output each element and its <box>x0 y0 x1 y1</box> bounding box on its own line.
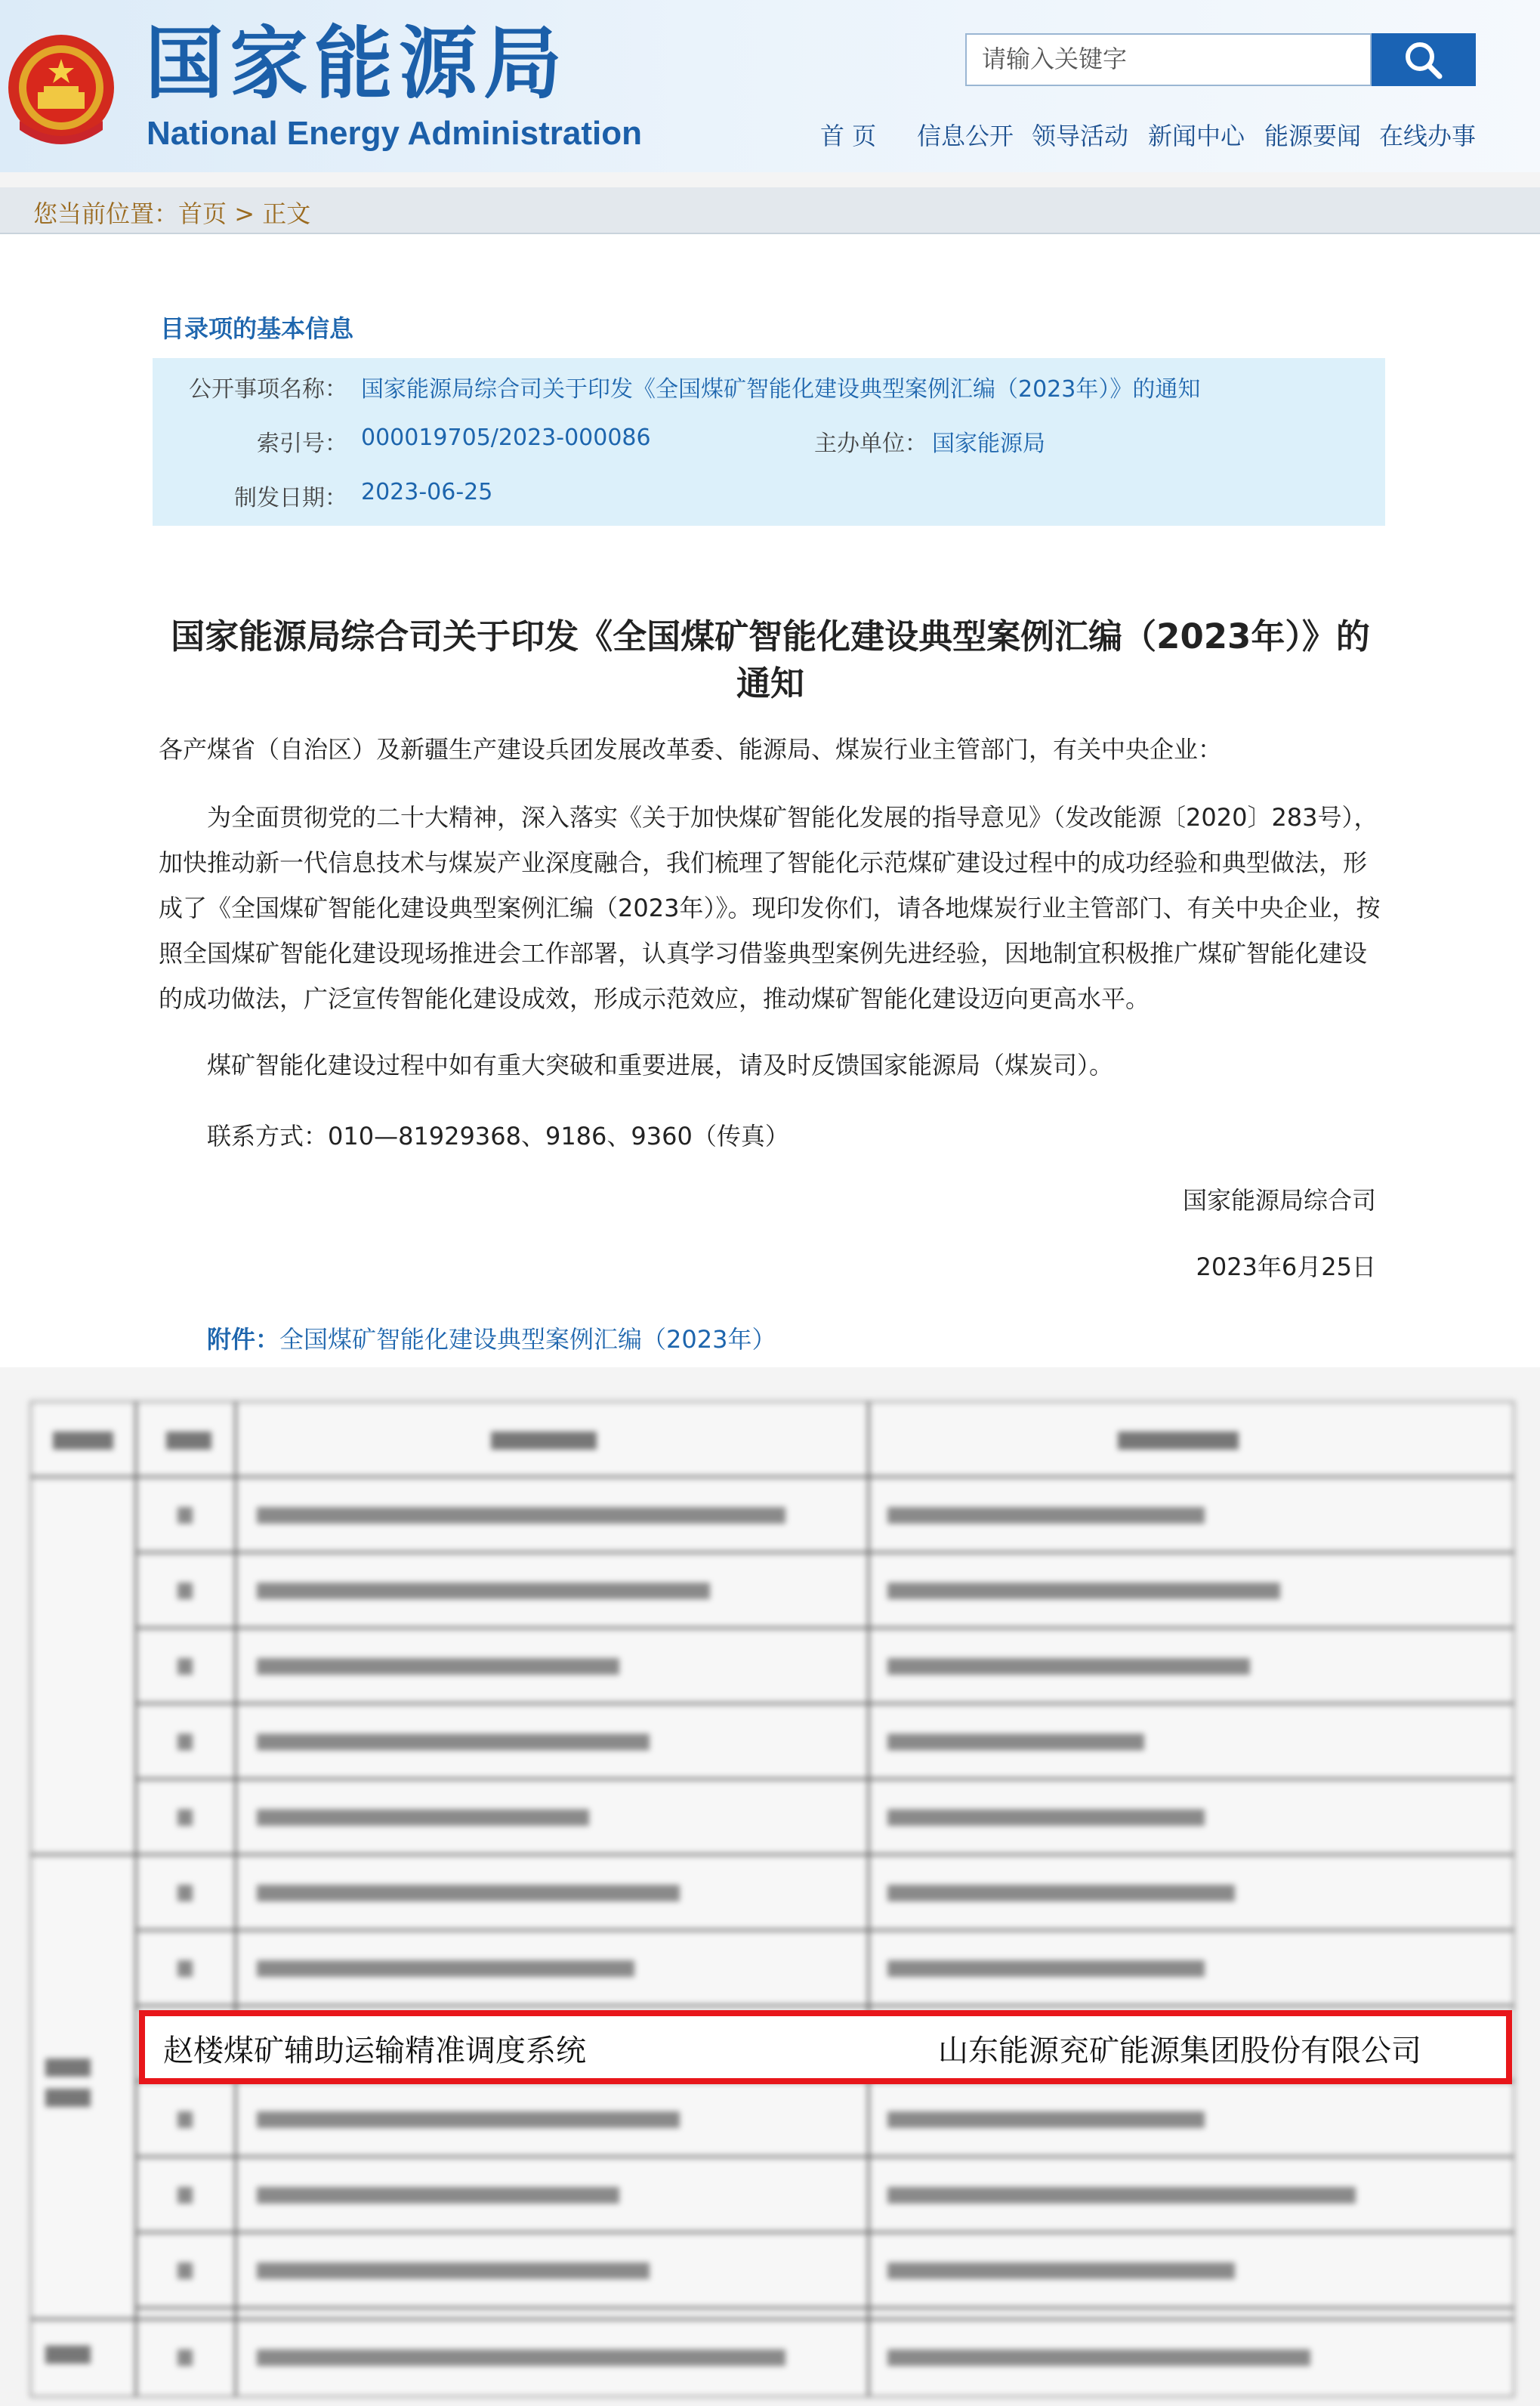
nav-energy-news[interactable]: 能源要闻 <box>1264 122 1362 150</box>
label-date: 制发日期： <box>234 485 347 511</box>
nav-leadership[interactable]: 领导活动 <box>1032 122 1129 150</box>
breadcrumb-home[interactable]: 首页 <box>178 199 227 228</box>
value-item-name: 国家能源局综合司关于印发《全国煤矿智能化建设典型案例汇编（2023年）》的通知 <box>361 376 1201 403</box>
label-index: 索引号： <box>257 431 347 457</box>
signature-org: 国家能源局综合司 <box>1182 1186 1376 1215</box>
highlighted-case-row <box>139 2010 1512 2084</box>
nav-info-disclosure[interactable]: 信息公开 <box>917 122 1014 150</box>
breadcrumb-separator-icon: > <box>234 199 255 228</box>
highlighted-case-name: 赵楼煤矿辅助运输精准调度系统 <box>163 2034 586 2068</box>
breadcrumb-bar <box>0 187 1540 234</box>
logo-chinese[interactable]: 国家能源局 <box>145 17 569 110</box>
signature-date: 2023年6月25日 <box>1196 1252 1376 1281</box>
attachment-label: 附件： <box>207 1325 280 1354</box>
nav-online-services[interactable]: 在线办事 <box>1379 122 1477 150</box>
label-item-name: 公开事项名称： <box>189 376 347 403</box>
breadcrumb-current: 正文 <box>262 199 311 228</box>
value-org: 国家能源局 <box>932 431 1045 457</box>
addressee: 各产煤省（自治区）及新疆生产建设兵团发展改革委、能源局、煤炭行业主管部门，有关中央企业： <box>159 735 1223 764</box>
national-emblem-icon <box>5 30 118 150</box>
paragraph-2: 煤矿智能化建设过程中如有重大突破和重要进展，请及时反馈国家能源局（煤炭司）。 <box>207 1051 1114 1079</box>
nav-news-center[interactable]: 新闻中心 <box>1148 122 1245 150</box>
value-date: 2023-06-25 <box>361 479 493 505</box>
highlighted-unit: 山东能源兖矿能源集团股份有限公司 <box>938 2034 1421 2068</box>
attachment <box>207 1320 776 1355</box>
nav-home[interactable]: 首 页 <box>820 122 877 150</box>
contact-info: 联系方式：010—81929368、9186、9360（传真） <box>207 1122 789 1150</box>
search-button[interactable] <box>1372 33 1476 86</box>
info-section-title: 目录项的基本信息 <box>160 314 354 343</box>
label-org: 主办单位： <box>814 431 927 457</box>
document-title: 国家能源局综合司关于印发《全国煤矿智能化建设典型案例汇编（2023年）》的通知 <box>171 616 1370 703</box>
info-box <box>153 358 1385 526</box>
breadcrumb-prefix: 您当前位置： <box>33 199 179 228</box>
site-header <box>0 0 1540 172</box>
blurred-case-table <box>30 1401 1514 2397</box>
search-box <box>965 33 1372 86</box>
search-icon <box>1372 33 1476 86</box>
value-index: 000019705/2023-000086 <box>361 425 651 451</box>
breadcrumb <box>33 195 310 230</box>
attachment-link[interactable]: 全国煤矿智能化建设典型案例汇编（2023年） <box>279 1325 776 1354</box>
search-input[interactable] <box>980 35 1361 83</box>
paragraph-1: 为全面贯彻党的二十大精神，深入落实《关于加快煤矿智能化发展的指导意见》（发改能源〔2020〕283号），加快推动新一代信息技术与煤炭产业深度融合，我们梳理了智能化示范煤矿建设过程中的成功经验和典型做法，形成了《全国煤矿智能化建设典型案例汇编（2023年）》。现印发你们，请各地煤炭行业主管部门、有关中央企业，按照全国煤矿智能化建设现场推进会工作部署，认真学习借鉴典型案例先进经验，因地制宜积极推广煤矿智能化建设的成功做法，广泛宣传智能化建设成效，形成示范效应，推动煤矿智能化建设迈向更高水平。 <box>159 803 1381 1013</box>
logo-english[interactable]: National Energy Administration <box>147 115 643 152</box>
